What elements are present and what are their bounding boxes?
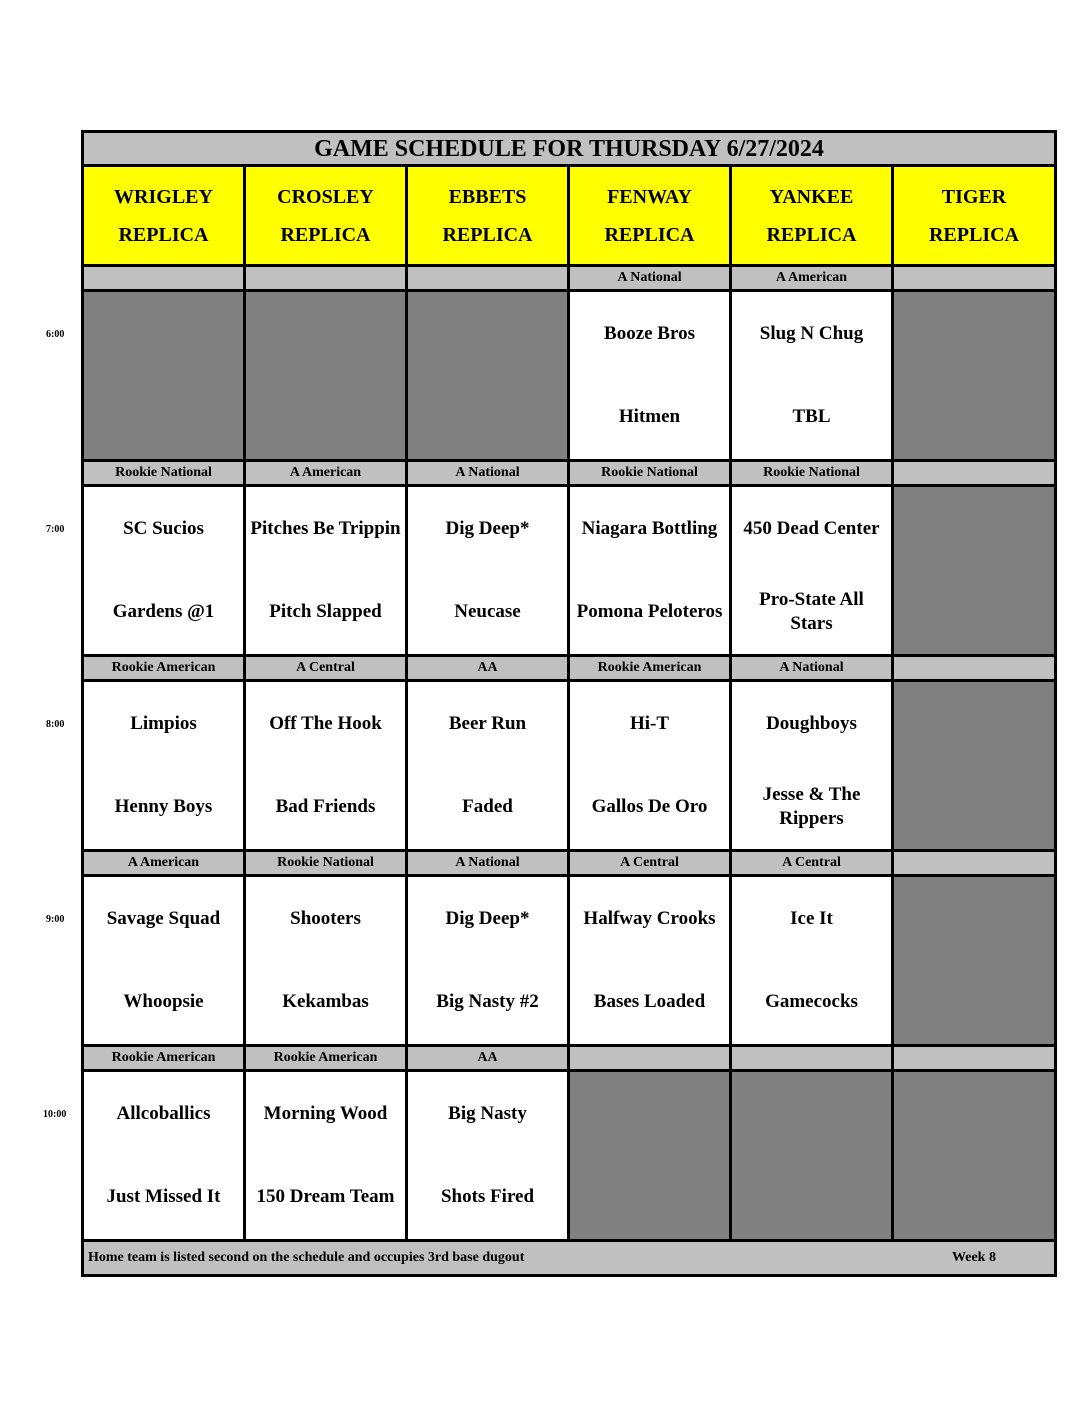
away-team: Big Nasty: [448, 1102, 527, 1124]
division-label: Rookie National: [246, 852, 408, 877]
division-label: [732, 1047, 894, 1072]
home-team: Jesse & The Rippers: [762, 784, 861, 830]
field-name: CROSLEY: [277, 185, 374, 208]
division-label: Rookie National: [84, 462, 246, 487]
game-cell: [408, 877, 570, 1047]
game-cell: [732, 682, 894, 852]
empty-slot: [246, 292, 408, 462]
division-label: [570, 1047, 732, 1072]
field-name: TIGER: [941, 185, 1007, 208]
home-team: Pro-State All Stars: [759, 589, 864, 635]
schedule-title: GAME SCHEDULE FOR THURSDAY 6/27/2024: [84, 133, 1054, 167]
away-team: Dig Deep*: [445, 517, 530, 539]
home-team: Bad Friends: [275, 796, 376, 818]
field-name: YANKEE: [769, 185, 854, 208]
game-cell: [84, 682, 246, 852]
division-label: [894, 1047, 1054, 1072]
field-header-0: [84, 167, 246, 267]
game-cell: [84, 877, 246, 1047]
empty-slot: [894, 292, 1054, 462]
division-label: A Central: [246, 657, 408, 682]
home-team: Big Nasty #2: [436, 991, 539, 1013]
field-type: REPLICA: [442, 223, 533, 246]
away-team: SC Sucios: [123, 517, 204, 539]
home-team: Pitch Slapped: [269, 601, 382, 623]
away-team: Halfway Crooks: [583, 907, 716, 929]
game-cell: [570, 877, 732, 1047]
home-team: Neucase: [454, 601, 521, 623]
division-label: A Central: [732, 852, 894, 877]
game-cell: [246, 487, 408, 657]
division-label: Rookie American: [84, 657, 246, 682]
away-team: Pitches Be Trippin: [250, 517, 401, 539]
away-team: Niagara Bottling: [581, 517, 718, 539]
division-label: [246, 267, 408, 292]
time-label: 10:00: [43, 1109, 67, 1120]
field-type: REPLICA: [280, 223, 371, 246]
division-label: Rookie National: [570, 462, 732, 487]
time-label: 7:00: [46, 524, 65, 535]
away-team: Ice It: [790, 907, 833, 929]
division-label: A Central: [570, 852, 732, 877]
home-team: Kekambas: [282, 991, 369, 1013]
field-header-4: [732, 167, 894, 267]
home-team: Gardens @1: [112, 601, 215, 623]
field-name: EBBETS: [448, 185, 527, 208]
time-label: 9:00: [46, 914, 65, 925]
away-team: Hi-T: [629, 712, 670, 734]
division-label: A American: [732, 267, 894, 292]
division-label: [894, 462, 1054, 487]
game-cell: [408, 487, 570, 657]
division-label: [894, 852, 1054, 877]
division-label: Rookie American: [84, 1047, 246, 1072]
empty-slot: [570, 1072, 732, 1242]
division-label: A National: [408, 462, 570, 487]
home-team: Faded: [462, 796, 513, 818]
field-type: REPLICA: [604, 223, 695, 246]
game-cell: [84, 487, 246, 657]
field-header-1: [246, 167, 408, 267]
schedule-table: [81, 130, 1057, 1277]
game-cell: [408, 1072, 570, 1242]
division-label: [408, 267, 570, 292]
division-label: [84, 267, 246, 292]
division-label: Rookie National: [732, 462, 894, 487]
division-label: A American: [246, 462, 408, 487]
game-cell: [732, 877, 894, 1047]
away-team: Dig Deep*: [445, 907, 530, 929]
empty-slot: [894, 487, 1054, 657]
week-label: Week 8: [952, 1250, 996, 1265]
game-cell: [732, 487, 894, 657]
game-cell: [570, 487, 732, 657]
field-header-3: [570, 167, 732, 267]
away-team: Morning Wood: [263, 1102, 388, 1124]
field-type: REPLICA: [928, 223, 1019, 246]
empty-slot: [732, 1072, 894, 1242]
division-label: [894, 657, 1054, 682]
empty-slot: [894, 682, 1054, 852]
game-cell: [408, 682, 570, 852]
home-team: Whoopsie: [123, 991, 204, 1013]
division-label: Rookie American: [246, 1047, 408, 1072]
home-team: Henny Boys: [114, 796, 213, 818]
away-team: Savage Squad: [106, 907, 221, 929]
away-team: Booze Bros: [604, 322, 695, 344]
game-cell: [732, 292, 894, 462]
home-team: Pomona Peloteros: [576, 601, 723, 623]
away-team: Doughboys: [766, 712, 857, 734]
field-type: REPLICA: [766, 223, 857, 246]
division-label: AA: [408, 1047, 570, 1072]
division-label: AA: [408, 657, 570, 682]
home-team-note: Home team is listed second on the schedule and occupies 3rd base dugout: [88, 1250, 525, 1265]
field-header-2: [408, 167, 570, 267]
game-cell: [570, 292, 732, 462]
away-team: Shooters: [290, 907, 361, 929]
field-name: WRIGLEY: [114, 185, 213, 208]
field-name: FENWAY: [607, 185, 692, 208]
empty-slot: [408, 292, 570, 462]
home-team: Shots Fired: [440, 1186, 535, 1208]
home-team: Gamecocks: [765, 991, 858, 1013]
home-team: Just Missed It: [106, 1186, 221, 1208]
away-team: Off The Hook: [269, 712, 382, 734]
division-label: A National: [732, 657, 894, 682]
field-header-5: [894, 167, 1054, 267]
schedule-footer: [84, 1242, 1054, 1274]
game-cell: [570, 682, 732, 852]
game-cell: [84, 1072, 246, 1242]
away-team: Allcoballics: [116, 1102, 211, 1124]
empty-slot: [894, 1072, 1054, 1242]
field-type: REPLICA: [118, 223, 209, 246]
division-label: A National: [408, 852, 570, 877]
time-label: 6:00: [46, 329, 65, 340]
division-label: A American: [84, 852, 246, 877]
away-team: Limpios: [130, 712, 197, 734]
home-team: Hitmen: [618, 406, 681, 428]
empty-slot: [894, 877, 1054, 1047]
away-team: Beer Run: [448, 712, 527, 734]
game-cell: [246, 1072, 408, 1242]
division-label: A National: [570, 267, 732, 292]
home-team: Gallos De Oro: [591, 796, 708, 818]
away-team: Slug N Chug: [759, 322, 864, 344]
away-team: 450 Dead Center: [743, 517, 880, 539]
division-label: Rookie American: [570, 657, 732, 682]
game-cell: [246, 682, 408, 852]
empty-slot: [84, 292, 246, 462]
home-team: 150 Dream Team: [256, 1186, 395, 1208]
game-cell: [246, 877, 408, 1047]
home-team: Bases Loaded: [593, 991, 706, 1013]
division-label: [894, 267, 1054, 292]
home-team: TBL: [792, 406, 831, 428]
time-label: 8:00: [46, 719, 65, 730]
